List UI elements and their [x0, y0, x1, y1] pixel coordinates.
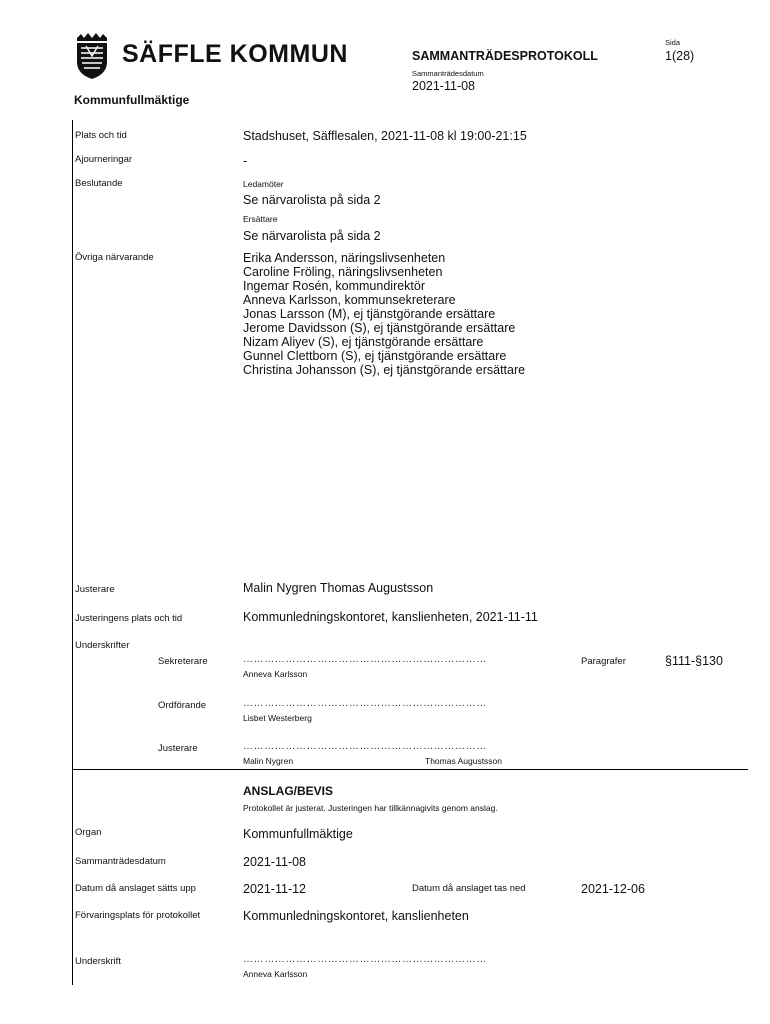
- list-item: Gunnel Clettborn (S), ej tjänstgörande ersättare: [243, 349, 507, 363]
- anslag-subtitle: Protokollet är justerat. Justeringen har tillkännagivits genom anslag.: [243, 803, 498, 813]
- anslag-datum-label: Sammanträdesdatum: [75, 856, 166, 867]
- forvaring-label: Förvaringsplats för protokollet: [75, 910, 201, 921]
- justerare-label: Justerare: [75, 584, 115, 595]
- paragrafer-value: §111-§130: [665, 654, 723, 668]
- list-item: Christina Johansson (S), ej tjänstgörande ersättare: [243, 363, 526, 377]
- ovriga-label: Övriga närvarande: [75, 252, 154, 263]
- ordforande-name: Lisbet Westerberg: [243, 713, 312, 723]
- justerare-sign-label: Justerare: [158, 743, 198, 754]
- ordforande-label: Ordförande: [158, 700, 207, 711]
- signature-line-ordforande: ……………………………………………………………: [243, 698, 487, 709]
- signature-line-justerare: ……………………………………………………………: [243, 741, 487, 752]
- underskrifter-label: Underskrifter: [75, 640, 130, 651]
- list-item: Anneva Karlsson, kommunsekreterare: [243, 293, 456, 307]
- ovriga-list: [243, 251, 525, 377]
- signature-line-anslag: ……………………………………………………………: [243, 954, 487, 965]
- plats-label: Plats och tid: [75, 130, 127, 141]
- list-item: Ingemar Rosén, kommundirektör: [243, 279, 426, 293]
- committee-name: Kommunfullmäktige: [74, 93, 190, 107]
- tas-ned-label: Datum då anslaget tas ned: [412, 883, 526, 894]
- satts-upp-label: Datum då anslaget sätts upp: [75, 883, 196, 894]
- left-border-line: [72, 120, 73, 770]
- ajourneringar-label: Ajourneringar: [75, 154, 133, 165]
- justering-plats-label: Justeringens plats och tid: [75, 613, 183, 624]
- ersattare-label: Ersättare: [243, 214, 278, 224]
- underskrift-name: Anneva Karlsson: [243, 969, 308, 979]
- satts-upp-value: 2021-11-12: [243, 882, 307, 896]
- justerare-name-1: Malin Nygren: [243, 756, 294, 766]
- list-item: Jerome Davidsson (S), ej tjänstgörande ersättare: [243, 321, 516, 335]
- justering-plats-value: Kommunledningskontoret, kanslienheten, 2021-11-11: [243, 610, 538, 624]
- plats-value: Stadshuset, Säfflesalen, 2021-11-08 kl 19:00-21:15: [243, 129, 527, 143]
- list-item: Jonas Larsson (M), ej tjänstgörande ersättare: [243, 307, 496, 321]
- justerare-name-2: Thomas Augustsson: [425, 756, 503, 766]
- signature-line-sekreterare: ……………………………………………………………: [243, 654, 487, 665]
- underskrift-label: Underskrift: [75, 956, 121, 967]
- sekreterare-name: Anneva Karlsson: [243, 669, 308, 679]
- list-item: Erika Andersson, näringslivsenheten: [243, 251, 446, 265]
- anslag-datum-value: 2021-11-08: [243, 855, 307, 869]
- page-number: 1(28): [665, 49, 695, 63]
- coat-of-arms-icon: [74, 32, 110, 80]
- justerare-value: Malin Nygren Thomas Augustsson: [243, 581, 434, 595]
- organ-label: Organ: [75, 827, 102, 838]
- forvaring-value: Kommunledningskontoret, kanslienheten: [243, 909, 469, 923]
- meeting-date-label: Sammanträdesdatum: [412, 69, 484, 78]
- tas-ned-value: 2021-12-06: [581, 882, 645, 896]
- ersattare-value: Se närvarolista på sida 2: [243, 229, 381, 243]
- left-border-line-lower: [72, 770, 73, 985]
- anslag-title: ANSLAG/BEVIS: [243, 784, 334, 798]
- page-label: Sida: [665, 38, 681, 47]
- ledamoter-label: Ledamöter: [243, 179, 284, 189]
- section-divider: [72, 769, 748, 770]
- document-type: SAMMANTRÄDESPROTOKOLL: [412, 49, 598, 63]
- org-name: SÄFFLE KOMMUN: [122, 40, 348, 68]
- meeting-date: 2021-11-08: [412, 79, 476, 93]
- sekreterare-label: Sekreterare: [158, 656, 208, 667]
- ajourneringar-value: -: [243, 154, 248, 168]
- paragrafer-label: Paragrafer: [581, 656, 626, 667]
- beslutande-label: Beslutande: [75, 178, 123, 189]
- list-item: Caroline Fröling, näringslivsenheten: [243, 265, 443, 279]
- organ-value: Kommunfullmäktige: [243, 827, 353, 841]
- list-item: Nizam Aliyev (S), ej tjänstgörande ersättare: [243, 335, 484, 349]
- ledamoter-value: Se närvarolista på sida 2: [243, 193, 381, 207]
